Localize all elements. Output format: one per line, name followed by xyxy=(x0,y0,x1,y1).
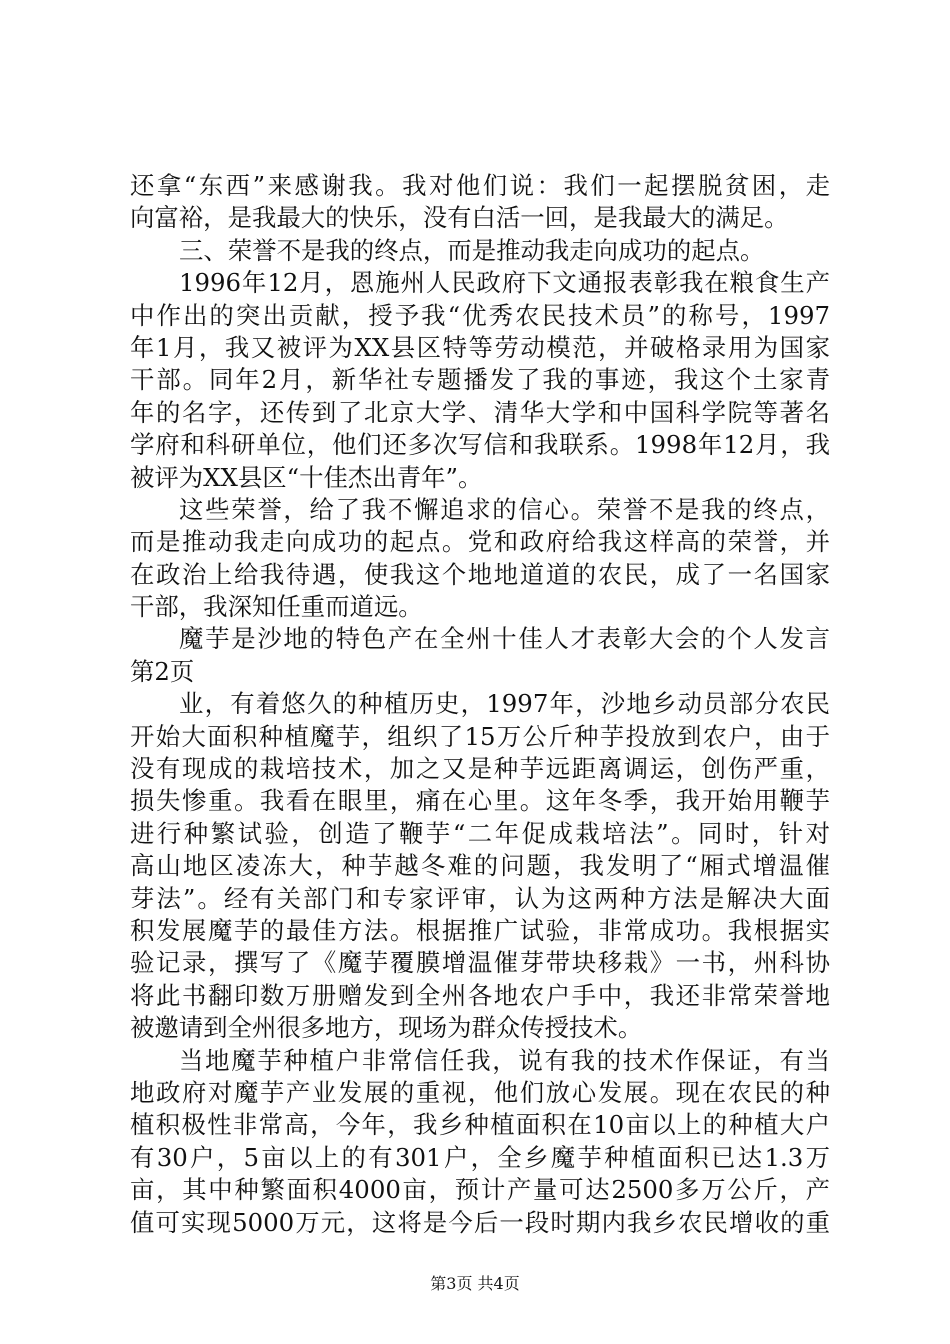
text-line: 有30户，5亩以上的有301户，全乡魔芋种植面积已达1.3万 xyxy=(130,1142,830,1172)
text-line: 年的名字，还传到了北京大学、清华大学和中国科学院等著名 xyxy=(130,397,830,427)
text-line: 学府和科研单位，他们还多次写信和我联系。1998年12月，我 xyxy=(130,430,830,460)
text-line: 当地魔芋种植户非常信任我，说有我的技术作保证，有当 xyxy=(179,1045,830,1075)
text-line: 向富裕，是我最大的快乐，没有白活一回，是我最大的满足。 xyxy=(130,203,789,233)
text-line: 中作出的突出贡献，授予我“优秀农民技术员”的称号，1997 xyxy=(130,300,830,330)
text-line: 被评为XX县区“十佳杰出青年”。 xyxy=(130,462,483,492)
text-line: 开始大面积种植魔芋，组织了15万公斤种芋投放到农户，由于 xyxy=(130,721,830,751)
text-line: 没有现成的栽培技术，加之又是种芋远距离调运，创伤严重， xyxy=(130,754,830,784)
text-line: 高山地区凌冻大，种芋越冬难的问题，我发明了“厢式增温催 xyxy=(130,851,830,881)
text-line: 在政治上给我待遇，使我这个地地道道的农民，成了一名国家 xyxy=(130,559,830,589)
text-line: 第2页 xyxy=(130,656,195,686)
text-line: 1996年12月，恩施州人民政府下文通报表彰我在粮食生产 xyxy=(179,268,830,298)
text-line: 还拿“东西”来感谢我。我对他们说：我们一起摆脱贫困，走 xyxy=(130,171,830,200)
text-line: 三、荣誉不是我的终点，而是推动我走向成功的起点。 xyxy=(179,235,765,265)
text-line: 干部。同年2月，新华社专题播发了我的事迹，我这个土家青 xyxy=(130,365,830,395)
text-line: 魔芋是沙地的特色产在全州十佳人才表彰大会的个人发言 xyxy=(179,624,830,654)
text-line: 验记录，撰写了《魔芋覆膜增温催芽带块移栽》一书，州科协 xyxy=(130,948,830,978)
text-line: 这些荣誉，给了我不懈追求的信心。荣誉不是我的终点， xyxy=(179,494,830,524)
text-line: 进行种繁试验，创造了鞭芋“二年促成栽培法”。同时，针对 xyxy=(130,818,830,848)
document-body xyxy=(130,170,830,1239)
text-line: 年1月，我又被评为XX县区特等劳动模范，并破格录用为国家 xyxy=(130,332,830,362)
text-line: 干部，我深知任重而道远。 xyxy=(130,592,423,622)
text-line: 芽法”。经有关部门和专家评审，认为这两种方法是解决大面 xyxy=(130,883,830,913)
text-line: 损失惨重。我看在眼里，痛在心里。这年冬季，我开始用鞭芋 xyxy=(130,786,830,816)
text-line: 积发展魔芋的最佳方法。根据推广试验，非常成功。我根据实 xyxy=(130,915,830,945)
text-line: 亩，其中种繁面积4000亩，预计产量可达2500多万公斤，产 xyxy=(130,1175,830,1205)
text-line: 地政府对魔芋产业发展的重视，他们放心发展。现在农民的种 xyxy=(130,1077,830,1107)
text-line: 值可实现5000万元，这将是今后一段时期内我乡农民增收的重 xyxy=(130,1207,830,1237)
text-line: 将此书翻印数万册赠发到全州各地农户手中，我还非常荣誉地 xyxy=(130,980,830,1010)
text-line: 被邀请到全州很多地方，现场为群众传授技术。 xyxy=(130,1013,643,1043)
text-line: 业，有着悠久的种植历史，1997年，沙地乡动员部分农民 xyxy=(179,689,830,719)
text-line: 而是推动我走向成功的起点。党和政府给我这样高的荣誉，并 xyxy=(130,527,830,557)
page-footer: 第3页 共4页 xyxy=(430,1274,520,1293)
text-line: 植积极性非常高，今年，我乡种植面积在10亩以上的种植大户 xyxy=(130,1110,830,1140)
